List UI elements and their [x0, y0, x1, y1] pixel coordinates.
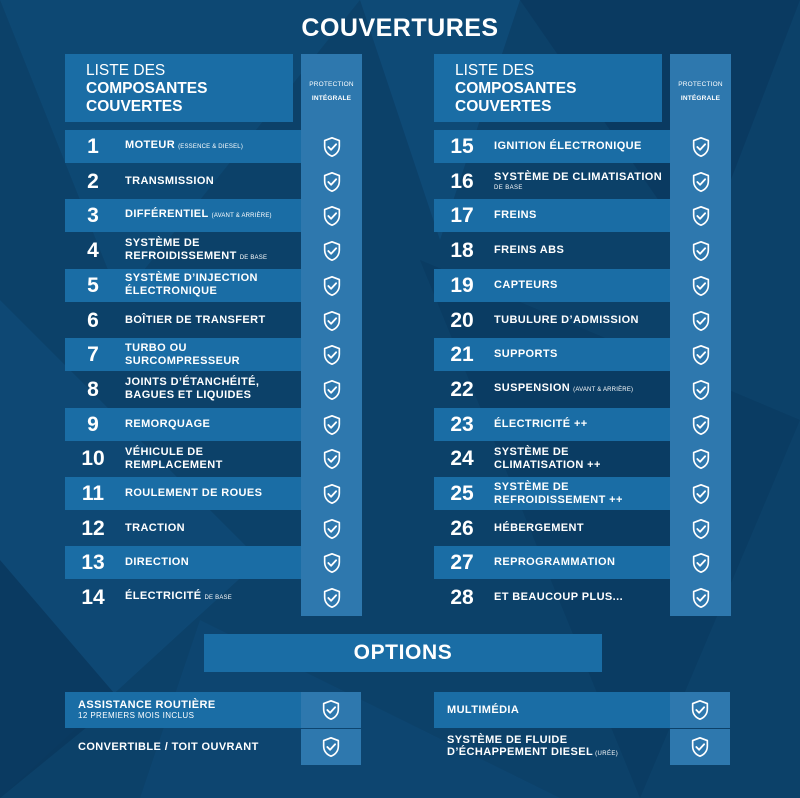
option-sub-label: 12 PREMIERS MOIS INCLUS — [78, 711, 195, 720]
item-label-line1 — [125, 208, 305, 223]
option-label — [447, 729, 669, 765]
item-label-line1 — [125, 175, 305, 188]
protection-line1: PROTECTION — [678, 81, 723, 88]
option-row — [65, 692, 361, 728]
coverage-row — [65, 581, 362, 614]
item-label — [494, 304, 674, 337]
item-label-text: FREINS — [494, 209, 537, 222]
shield-check-icon — [690, 483, 712, 505]
option-label-text: SYSTÈME DE FLUIDE — [447, 734, 568, 746]
shield-check-icon — [321, 552, 343, 574]
item-note: DE BASE — [204, 595, 232, 602]
item-label-text: SYSTÈME DE — [494, 480, 569, 493]
item-label — [494, 408, 674, 441]
item-label-line1 — [125, 272, 305, 285]
item-label — [125, 338, 305, 371]
item-label-text: ROULEMENT DE ROUES — [125, 487, 263, 499]
item-label-line1 — [494, 244, 674, 257]
protection-line1: PROTECTION — [309, 81, 354, 88]
item-label-text-2: REFROIDISSEMENT — [125, 249, 237, 262]
item-label-line1 — [125, 590, 305, 605]
coverage-row — [434, 512, 731, 545]
item-label-line1 — [125, 376, 305, 389]
coverage-row — [65, 130, 362, 163]
coverage-row — [434, 234, 731, 267]
item-label-text: DIFFÉRENTIEL — [125, 208, 209, 221]
item-label-text: SUSPENSION — [494, 381, 571, 394]
item-label-line1 — [494, 171, 674, 184]
shield-check-icon — [690, 552, 712, 574]
protection-header — [301, 78, 362, 106]
item-number: 13 — [81, 551, 105, 575]
shield-check-icon — [689, 699, 711, 721]
item-label — [494, 581, 674, 614]
item-number: 20 — [450, 308, 474, 332]
item-label-line1 — [125, 446, 305, 459]
item-number: 8 — [87, 377, 99, 401]
item-label-line2 — [494, 494, 674, 507]
item-label-text-2: BAGUES ET LIQUIDES — [125, 389, 252, 402]
item-note: (AVANT & ARRIÈRE) — [573, 386, 634, 393]
item-number: 21 — [450, 343, 474, 367]
item-label — [494, 442, 674, 475]
item-label-text: REMORQUAGE — [125, 417, 211, 430]
item-label-text: TRANSMISSION — [125, 174, 215, 187]
coverage-row — [65, 269, 362, 302]
item-label-line1 — [494, 140, 674, 153]
item-number: 5 — [87, 273, 99, 297]
shield-check-icon — [690, 344, 712, 366]
item-label — [125, 234, 305, 267]
shield-check-icon — [320, 736, 342, 758]
header-line3: COUVERTES — [455, 98, 552, 115]
coverage-row — [65, 477, 362, 510]
item-label — [125, 408, 305, 441]
coverage-row — [434, 199, 731, 232]
item-label-text: REPROGRAMMATION — [494, 556, 616, 569]
item-label — [494, 269, 674, 302]
item-label-text-2: REMPLACEMENT — [125, 458, 223, 471]
option-label — [447, 692, 669, 728]
item-number: 23 — [450, 412, 474, 436]
item-label-line1 — [494, 556, 674, 569]
header-line3: COUVERTES — [86, 98, 183, 115]
coverage-row — [65, 165, 362, 198]
coverage-row — [65, 512, 362, 545]
item-number: 9 — [87, 412, 99, 436]
item-number: 18 — [450, 239, 474, 263]
item-label-line1 — [494, 279, 674, 292]
shield-check-icon — [321, 518, 343, 540]
item-label — [494, 130, 674, 163]
coverage-row — [434, 408, 731, 441]
item-label-line2 — [125, 355, 305, 368]
item-label — [125, 269, 305, 302]
item-label-text: VÉHICULE DE — [125, 445, 204, 458]
option-label-line1 — [447, 704, 669, 716]
item-label — [125, 130, 305, 163]
item-label-line1 — [125, 314, 305, 327]
shield-check-icon — [690, 240, 712, 262]
coverage-row — [434, 269, 731, 302]
coverage-row — [65, 234, 362, 267]
item-number: 27 — [450, 551, 474, 575]
shield-check-icon — [690, 171, 712, 193]
item-label-text: SYSTÈME DE — [494, 445, 569, 458]
item-label-text: TUBULURE D’ADMISSION — [494, 313, 639, 326]
item-label-line1 — [494, 522, 674, 535]
option-label-line1 — [78, 741, 300, 753]
item-label — [494, 373, 674, 406]
item-label-line1 — [494, 209, 674, 222]
item-label-text-2: SURCOMPRESSEUR — [125, 354, 241, 367]
shield-check-icon — [321, 275, 343, 297]
components-header — [434, 54, 662, 122]
option-label-text: MULTIMÉDIA — [447, 704, 520, 716]
item-number: 15 — [450, 135, 474, 158]
shield-check-icon — [321, 587, 343, 609]
item-label-text: SUPPORTS — [494, 348, 558, 361]
item-label-line1 — [125, 556, 305, 569]
option-row — [434, 692, 730, 728]
item-label-text: HÉBERGEMENT — [494, 521, 584, 534]
item-label — [494, 234, 674, 267]
item-number: 24 — [450, 447, 474, 471]
protection-line2: INTÉGRALE — [680, 95, 721, 102]
item-label — [494, 165, 674, 198]
option-row — [65, 729, 361, 765]
item-label-text: MOTEUR — [125, 139, 176, 151]
shield-check-icon — [690, 205, 712, 227]
item-note: DE BASE — [239, 254, 268, 261]
item-label-text: SYSTÈME D’INJECTION — [125, 272, 258, 285]
item-label — [494, 477, 674, 510]
item-label — [125, 304, 305, 337]
item-number: 12 — [81, 516, 105, 540]
coverage-row — [434, 546, 731, 579]
header-line2: COMPOSANTES — [455, 80, 577, 97]
coverage-row — [434, 442, 731, 475]
item-label — [125, 581, 305, 614]
shield-check-icon — [690, 379, 712, 401]
item-label-text: CAPTEURS — [494, 278, 558, 291]
item-label-text: BOÎTIER DE TRANSFERT — [125, 313, 266, 326]
shield-check-icon — [321, 310, 343, 332]
coverage-row — [65, 304, 362, 337]
shield-check-icon — [690, 518, 712, 540]
item-label-text: FREINS ABS — [494, 244, 565, 257]
option-row — [434, 729, 730, 765]
coverage-row — [65, 442, 362, 475]
option-label-line1 — [447, 734, 669, 746]
item-label — [125, 477, 305, 510]
item-note: (AVANT & ARRIÈRE) — [211, 213, 272, 220]
item-label-text: ÉLECTRICITÉ — [125, 590, 202, 603]
shield-check-icon — [321, 171, 343, 193]
coverage-row — [434, 338, 731, 371]
item-label-text: ET BEAUCOUP PLUS... — [494, 591, 624, 604]
item-label-text: IGNITION ÉLECTRONIQUE — [494, 140, 642, 152]
options-title: OPTIONS — [204, 634, 602, 672]
item-number: 19 — [450, 273, 474, 297]
item-label-line1 — [494, 348, 674, 361]
option-label — [78, 729, 300, 765]
item-label-line2 — [125, 389, 305, 402]
option-label-line1 — [78, 699, 300, 711]
option-label — [78, 692, 300, 728]
item-number: 28 — [450, 586, 474, 610]
option-label-text: ASSISTANCE ROUTIÈRE — [78, 699, 216, 711]
item-label-line1 — [125, 487, 305, 500]
item-label-line2 — [125, 285, 305, 298]
shield-check-icon — [321, 448, 343, 470]
shield-check-icon — [690, 587, 712, 609]
shield-check-icon — [320, 699, 342, 721]
coverage-row — [65, 373, 362, 406]
item-label-text: SYSTÈME DE CLIMATISATION — [494, 170, 663, 183]
item-number: 17 — [450, 204, 474, 228]
shield-check-icon — [690, 275, 712, 297]
page-title: COUVERTURES — [301, 14, 499, 42]
header-line1: LISTE DES — [86, 62, 166, 79]
item-label — [494, 338, 674, 371]
item-label-line1 — [494, 446, 674, 459]
coverage-row — [65, 338, 362, 371]
protection-line2: INTÉGRALE — [311, 95, 352, 102]
item-label-line1 — [494, 314, 674, 327]
item-number: 6 — [87, 308, 99, 332]
coverage-row — [434, 581, 731, 614]
item-label-text: SYSTÈME DE — [125, 236, 200, 249]
item-label — [125, 373, 305, 406]
header-line1: LISTE DES — [455, 62, 535, 79]
item-label — [125, 442, 305, 475]
item-sub-label: DE BASE — [494, 184, 523, 191]
item-label-line1 — [125, 418, 305, 431]
item-number: 7 — [87, 343, 99, 367]
shield-check-icon — [321, 240, 343, 262]
item-label-line1 — [125, 237, 305, 250]
option-label-text: CONVERTIBLE / TOIT OUVRANT — [78, 741, 259, 753]
shield-check-icon — [690, 136, 712, 158]
option-label-text-2: D’ÉCHAPPEMENT DIESEL — [447, 746, 594, 758]
item-label-line1 — [125, 342, 305, 355]
shield-check-icon — [321, 379, 343, 401]
item-label-line2 — [494, 459, 674, 472]
coverage-row — [434, 304, 731, 337]
item-label-line1 — [125, 522, 305, 535]
protection-header — [670, 78, 731, 106]
item-number: 14 — [81, 586, 105, 610]
item-label — [125, 512, 305, 545]
item-label-line1 — [494, 591, 674, 604]
shield-check-icon — [321, 344, 343, 366]
shield-check-icon — [321, 483, 343, 505]
shield-check-icon — [321, 205, 343, 227]
item-label-text: TURBO OU — [125, 341, 187, 354]
item-label-text-2: ÉLECTRONIQUE — [125, 285, 218, 298]
option-label-line2 — [447, 746, 669, 760]
item-label — [494, 512, 674, 545]
item-number: 4 — [87, 239, 99, 263]
item-label-line2 — [125, 459, 305, 472]
item-note: (ESSENCE & DIESEL) — [178, 144, 244, 150]
item-label-text-2: REFROIDISSEMENT ++ — [494, 493, 623, 506]
item-number: 22 — [450, 377, 474, 401]
item-number: 26 — [450, 516, 474, 540]
shield-check-icon — [689, 736, 711, 758]
coverage-row — [434, 165, 731, 198]
shield-check-icon — [690, 448, 712, 470]
shield-check-icon — [690, 310, 712, 332]
coverage-row — [434, 477, 731, 510]
item-label-text: JOINTS D’ÉTANCHÉITÉ, — [125, 376, 260, 389]
item-number: 3 — [87, 204, 99, 228]
coverage-row — [65, 546, 362, 579]
item-label — [125, 199, 305, 232]
item-number: 2 — [87, 169, 99, 193]
item-label — [125, 165, 305, 198]
item-label-text: ÉLECTRICITÉ ++ — [494, 417, 588, 430]
option-note: (URÉE) — [595, 751, 619, 757]
item-label-line1 — [494, 418, 674, 431]
item-label — [494, 199, 674, 232]
item-label-line1 — [494, 382, 674, 397]
item-label-line1 — [494, 481, 674, 494]
item-number: 16 — [450, 169, 474, 193]
item-number: 10 — [81, 447, 105, 471]
item-label-text: TRACTION — [125, 521, 186, 534]
item-number: 25 — [450, 482, 474, 505]
item-number: 11 — [81, 482, 105, 505]
item-label-line2 — [125, 250, 305, 265]
shield-check-icon — [690, 414, 712, 436]
shield-check-icon — [321, 136, 343, 158]
coverage-row — [65, 408, 362, 441]
header-line2: COMPOSANTES — [86, 80, 208, 97]
coverage-row — [434, 130, 731, 163]
coverage-row — [434, 373, 731, 406]
item-label-text-2: CLIMATISATION ++ — [494, 458, 601, 471]
shield-check-icon — [321, 414, 343, 436]
item-number: 1 — [87, 135, 99, 158]
item-label-line1 — [125, 139, 305, 154]
components-header — [65, 54, 293, 122]
item-label — [494, 546, 674, 579]
item-label-text: DIRECTION — [125, 556, 190, 569]
coverage-row — [65, 199, 362, 232]
item-label — [125, 546, 305, 579]
